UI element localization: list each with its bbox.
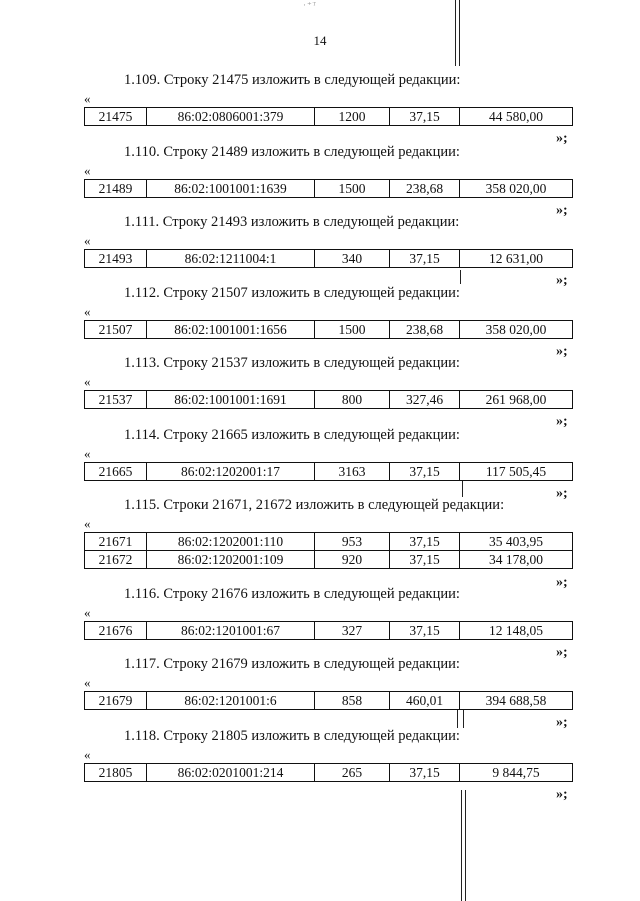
table-cell: 953	[315, 533, 390, 551]
table-cell: 238,68	[390, 180, 460, 198]
table-cell: 12 631,00	[460, 250, 573, 268]
table-cell: 37,15	[390, 108, 460, 126]
open-quote: «	[84, 446, 91, 461]
table-cell: 37,15	[390, 551, 460, 569]
table-cell: 1500	[315, 321, 390, 339]
table-cell: 86:02:0201001:214	[147, 764, 315, 782]
close-quote: »;	[556, 131, 568, 146]
page-number: 14	[313, 33, 327, 48]
table-cell: 12 148,05	[460, 622, 573, 640]
table-cell: 37,15	[390, 764, 460, 782]
close-quote: »;	[556, 414, 568, 429]
scan-margin-line	[461, 790, 462, 901]
close-quote: »;	[556, 575, 568, 590]
close-quote: »;	[556, 344, 568, 359]
amendment-table	[84, 390, 573, 409]
scan-margin-line	[462, 481, 463, 497]
amendment-table	[84, 763, 573, 782]
table-row	[85, 108, 573, 126]
amendment-table	[84, 691, 573, 710]
table-cell: 86:02:1202001:17	[147, 463, 315, 481]
table-cell: 394 688,58	[460, 692, 573, 710]
amendment-table	[84, 320, 573, 339]
close-quote: »;	[556, 645, 568, 660]
table-cell: 21679	[85, 692, 147, 710]
amendment-heading: 1.114. Строку 21665 изложить в следующей редакции:	[124, 427, 460, 443]
table-cell: 1200	[315, 108, 390, 126]
table-row	[85, 391, 573, 409]
amendment-heading: 1.111. Строку 21493 изложить в следующей редакции:	[124, 214, 460, 230]
table-cell: 117 505,45	[460, 463, 573, 481]
open-quote: «	[84, 91, 91, 106]
table-cell: 86:02:1211004:1	[147, 250, 315, 268]
scan-margin-line	[463, 710, 464, 728]
open-quote: «	[84, 516, 91, 531]
table-cell: 21489	[85, 180, 147, 198]
table-cell: 86:02:1201001:6	[147, 692, 315, 710]
close-quote: »;	[556, 715, 568, 730]
scan-margin-line	[465, 790, 466, 901]
table-row	[85, 764, 573, 782]
table-cell: 261 968,00	[460, 391, 573, 409]
open-quote: «	[84, 747, 91, 762]
table-cell: 21671	[85, 533, 147, 551]
scan-margin-line	[460, 270, 461, 284]
table-cell: 340	[315, 250, 390, 268]
table-cell: 37,15	[390, 622, 460, 640]
amendment-table	[84, 532, 573, 569]
table-cell: 35 403,95	[460, 533, 573, 551]
table-cell: 800	[315, 391, 390, 409]
table-row	[85, 551, 573, 569]
close-quote: »;	[556, 486, 568, 501]
amendment-table	[84, 249, 573, 268]
table-cell: 21805	[85, 764, 147, 782]
table-cell: 21672	[85, 551, 147, 569]
table-cell: 358 020,00	[460, 321, 573, 339]
table-row	[85, 180, 573, 198]
amendment-heading: 1.116. Строку 21676 изложить в следующей редакции:	[124, 586, 460, 602]
open-quote: «	[84, 163, 91, 178]
table-cell: 21665	[85, 463, 147, 481]
table-cell: 327,46	[390, 391, 460, 409]
table-row	[85, 463, 573, 481]
amendment-heading: 1.109. Строку 21475 изложить в следующей редакции:	[124, 72, 461, 88]
table-row	[85, 321, 573, 339]
open-quote: «	[84, 675, 91, 690]
scan-margin-line	[455, 0, 456, 66]
table-cell: 37,15	[390, 463, 460, 481]
table-cell: 9 844,75	[460, 764, 573, 782]
amendment-heading: 1.118. Строку 21805 изложить в следующей редакции:	[124, 728, 460, 744]
table-cell: 920	[315, 551, 390, 569]
table-row	[85, 250, 573, 268]
table-cell: 86:02:1202001:110	[147, 533, 315, 551]
table-cell: 86:02:1202001:109	[147, 551, 315, 569]
amendment-heading: 1.113. Строку 21537 изложить в следующей редакции:	[124, 355, 460, 371]
table-row	[85, 692, 573, 710]
open-quote: «	[84, 304, 91, 319]
table-cell: 265	[315, 764, 390, 782]
amendment-table	[84, 107, 573, 126]
scan-margin-line	[457, 710, 458, 728]
table-cell: 86:02:1201001:67	[147, 622, 315, 640]
close-quote: »;	[556, 273, 568, 288]
amendment-heading: 1.117. Строку 21679 изложить в следующей редакции:	[124, 656, 460, 672]
table-cell: 858	[315, 692, 390, 710]
table-cell: 238,68	[390, 321, 460, 339]
open-quote: «	[84, 374, 91, 389]
table-cell: 21475	[85, 108, 147, 126]
amendment-table	[84, 462, 573, 481]
amendment-heading: 1.112. Строку 21507 изложить в следующей редакции:	[124, 285, 460, 301]
amendment-table	[84, 179, 573, 198]
table-cell: 44 580,00	[460, 108, 573, 126]
table-cell: 460,01	[390, 692, 460, 710]
table-cell: 358 020,00	[460, 180, 573, 198]
table-cell: 37,15	[390, 250, 460, 268]
close-quote: »;	[556, 787, 568, 802]
table-cell: 21537	[85, 391, 147, 409]
table-cell: 21493	[85, 250, 147, 268]
table-cell: 86:02:0806001:379	[147, 108, 315, 126]
amendment-heading: 1.115. Строки 21671, 21672 изложить в следующей редакции:	[124, 497, 505, 513]
table-cell: 37,15	[390, 533, 460, 551]
table-cell: 86:02:1001001:1691	[147, 391, 315, 409]
table-row	[85, 622, 573, 640]
table-cell: 86:02:1001001:1639	[147, 180, 315, 198]
table-cell: 1500	[315, 180, 390, 198]
close-quote: »;	[556, 203, 568, 218]
table-cell: 327	[315, 622, 390, 640]
table-row	[85, 533, 573, 551]
table-cell: 21676	[85, 622, 147, 640]
open-quote: «	[84, 233, 91, 248]
amendment-heading: 1.110. Строку 21489 изложить в следующей редакции:	[124, 144, 460, 160]
table-cell: 21507	[85, 321, 147, 339]
table-cell: 86:02:1001001:1656	[147, 321, 315, 339]
amendment-table	[84, 621, 573, 640]
scan-margin-line	[459, 0, 460, 66]
header-scribble: ·⁺ᵀ	[303, 0, 318, 10]
table-cell: 34 178,00	[460, 551, 573, 569]
open-quote: «	[84, 605, 91, 620]
table-cell: 3163	[315, 463, 390, 481]
